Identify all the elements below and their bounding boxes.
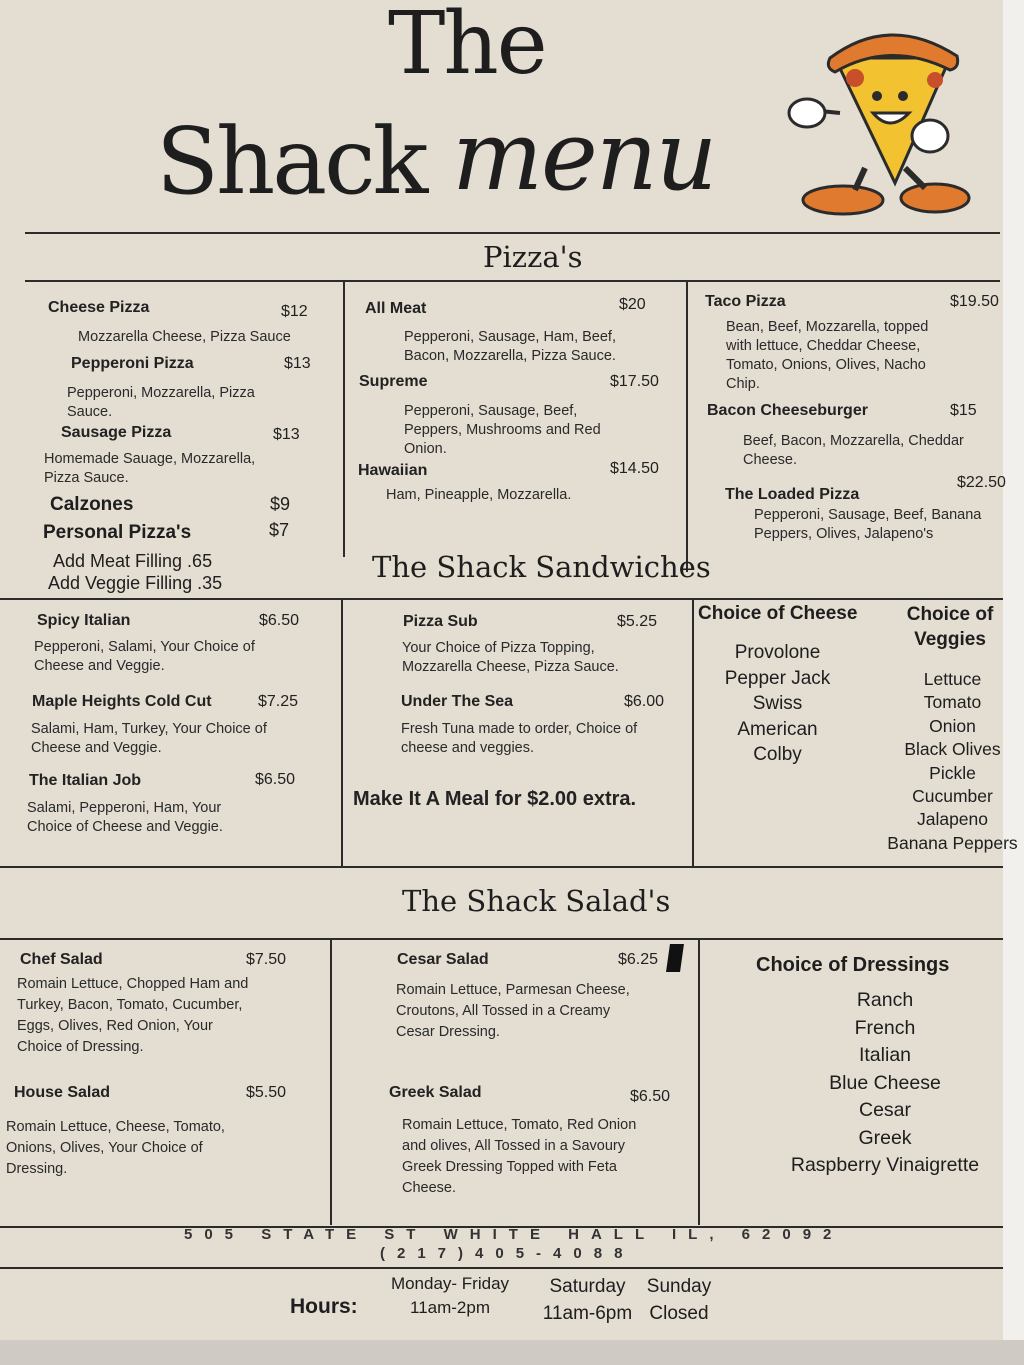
saturday-label: Saturday	[549, 1276, 626, 1297]
pizza-heading: Pizza's	[483, 240, 583, 274]
maple-heights-price: $7.25	[258, 693, 299, 710]
bacon-cheeseburger-price: $15	[950, 402, 977, 419]
cesar-salad-desc: Romain Lettuce, Parmesan Cheese, Croutons, All Tossed in a Creamy Cesar Dressing.	[396, 982, 630, 1040]
pizza-sub-desc: Your Choice of Pizza Topping, Mozzarella Cheese, Pizza Sauce.	[402, 640, 619, 675]
veggie-option: Jalapeno	[916, 809, 989, 830]
personal-pizza-price: $7	[269, 520, 290, 540]
cheese-option: American	[737, 718, 818, 740]
sausage-pizza-name: Sausage Pizza	[61, 424, 172, 441]
divider	[330, 940, 332, 1225]
chef-salad-price: $7.50	[246, 951, 287, 968]
cheese-option: Swiss	[752, 693, 803, 714]
sandwiches-heading: The Shack Sandwiches	[372, 550, 711, 584]
cheese-pizza-price: $12	[281, 303, 308, 320]
dressing-option: Greek	[858, 1126, 912, 1149]
cheese-option: Provolone	[734, 642, 821, 663]
maple-heights-name: Maple Heights Cold Cut	[32, 693, 212, 710]
cheese-list	[700, 640, 855, 768]
supreme-name: Supreme	[359, 373, 428, 390]
under-the-sea-price: $6.00	[624, 693, 665, 710]
dressing-option: Italian	[858, 1044, 912, 1066]
veggie-option: Lettuce	[923, 669, 982, 689]
pizza-mascot-icon	[785, 18, 975, 218]
title-menu: menu	[452, 100, 716, 212]
sausage-pizza-desc: Homemade Sauage, Mozzarella, Pizza Sauce.	[44, 451, 256, 486]
chef-salad-name: Chef Salad	[20, 951, 103, 968]
spicy-italian-desc: Pepperoni, Salami, Your Choice of Cheese and Veggie.	[34, 639, 255, 674]
hawaiian-price: $14.50	[610, 460, 659, 477]
pepperoni-pizza-desc: Pepperoni, Mozzarella, Pizza Sauce.	[67, 385, 255, 420]
choice-of-dressings-heading: Choice of Dressings	[756, 954, 950, 976]
dressing-option: French	[854, 1016, 916, 1039]
calzones-name: Calzones	[50, 494, 134, 515]
under-the-sea-name: Under The Sea	[401, 693, 514, 710]
italian-job-desc: Salami, Pepperoni, Ham, Your Choice of Cheese and Veggie.	[27, 800, 223, 835]
all-meat-name: All Meat	[365, 300, 427, 317]
pepperoni-pizza-name: Pepperoni Pizza	[71, 355, 194, 372]
divider	[0, 598, 1003, 600]
divider	[0, 938, 1003, 940]
hawaiian-name: Hawaiian	[358, 462, 428, 479]
sausage-pizza-price: $13	[273, 426, 300, 443]
all-meat-price: $20	[619, 296, 646, 313]
italian-job-name: The Italian Job	[29, 772, 142, 789]
loaded-pizza-name: The Loaded Pizza	[725, 486, 860, 503]
salads-heading: The Shack Salad's	[402, 884, 671, 918]
loaded-pizza-desc: Pepperoni, Sausage, Beef, Banana Peppers, Olives, Jalapeno's	[754, 507, 982, 542]
dressing-option: Blue Cheese	[829, 1071, 941, 1094]
spicy-italian-price: $6.50	[259, 612, 300, 629]
veggie-option: Tomato	[923, 692, 982, 713]
meal-offer: Make It A Meal for $2.00 extra.	[353, 788, 637, 810]
house-salad-price: $5.50	[246, 1084, 287, 1101]
personal-pizza-name: Personal Pizza's	[43, 522, 192, 543]
dressing-option: Raspberry Vinaigrette	[790, 1154, 980, 1176]
greek-salad-price: $6.50	[630, 1088, 671, 1105]
weekday-label: Monday- Friday	[390, 1274, 510, 1293]
divider	[25, 280, 1000, 282]
cheese-option: Pepper Jack	[724, 667, 831, 689]
divider	[0, 866, 1003, 868]
taco-pizza-price: $19.50	[950, 293, 999, 310]
weekday-hours: 11am-2pm	[410, 1298, 490, 1317]
pepperoni-pizza-price: $13	[284, 355, 311, 372]
sunday-hours: Closed	[649, 1303, 709, 1324]
chef-salad-desc: Romain Lettuce, Chopped Ham and Turkey, Bacon, Tomato, Cucumber, Eggs, Olives, Red Onion, Your Choice of Dressing.	[17, 976, 249, 1055]
title-the: The	[388, 0, 546, 94]
divider	[698, 940, 700, 1225]
greek-salad-name: Greek Salad	[389, 1084, 482, 1101]
cheese-option: Colby	[753, 744, 802, 765]
dressing-option: Ranch	[856, 989, 914, 1011]
veggie-list	[885, 668, 1020, 855]
address: 505 STATE ST WHITE HALL IL, 62092	[184, 1226, 844, 1243]
add-meat-filling: Add Meat Filling .65	[53, 551, 213, 571]
divider	[343, 282, 345, 557]
divider	[686, 282, 688, 572]
hours-label: Hours:	[290, 1295, 358, 1318]
veggie-option: Pickle	[929, 762, 976, 783]
dressing-option: Cesar	[858, 1099, 912, 1121]
title-shack: Shack	[156, 108, 426, 215]
supreme-desc: Pepperoni, Sausage, Beef, Peppers, Mushrooms and Red Onion.	[404, 403, 601, 457]
supreme-price: $17.50	[610, 373, 659, 390]
pizza-sub-price: $5.25	[617, 613, 658, 630]
cheese-pizza-name: Cheese Pizza	[48, 299, 150, 316]
house-salad-name: House Salad	[14, 1084, 111, 1101]
table-surface	[0, 1340, 1024, 1365]
bacon-cheeseburger-name: Bacon Cheeseburger	[707, 402, 868, 419]
saturday-hours: 11am-6pm	[542, 1303, 633, 1324]
cesar-salad-price: $6.25	[618, 951, 659, 968]
all-meat-desc: Pepperoni, Sausage, Ham, Beef, Bacon, Mozzarella, Pizza Sauce.	[404, 329, 616, 364]
house-salad-desc: Romain Lettuce, Cheese, Tomato, Onions, Olives, Your Choice of Dressing.	[6, 1119, 225, 1177]
choice-of-veggies-heading-1: Choice of	[906, 604, 994, 625]
maple-heights-desc: Salami, Ham, Turkey, Your Choice of Cheese and Veggie.	[31, 721, 267, 756]
phone: (217)405-4088	[380, 1245, 635, 1262]
divider	[25, 232, 1000, 234]
veggie-option: Banana Peppers	[887, 832, 1018, 853]
dressing-list	[770, 987, 1000, 1180]
taco-pizza-desc: Bean, Beef, Mozzarella, topped with lettuce, Cheddar Cheese, Tomato, Onions, Olives, Nacho Chip.	[726, 319, 929, 392]
divider	[692, 600, 694, 866]
cheese-pizza-desc: Mozzarella Cheese, Pizza Sauce	[78, 329, 291, 345]
divider	[341, 600, 343, 866]
italian-job-price: $6.50	[255, 771, 296, 788]
cesar-salad-name: Cesar Salad	[397, 951, 489, 968]
taco-pizza-name: Taco Pizza	[705, 293, 786, 310]
divider	[0, 1267, 1003, 1269]
bacon-cheeseburger-desc: Beef, Bacon, Mozzarella, Cheddar Cheese.	[743, 433, 964, 468]
veggie-option: Black Olives	[904, 739, 1001, 760]
veggie-option: Onion	[929, 715, 976, 736]
choice-of-veggies-heading-2: Veggies	[914, 629, 986, 650]
loaded-pizza-price: $22.50	[957, 474, 1006, 491]
greek-salad-desc: Romain Lettuce, Tomato, Red Onion and olives, All Tossed in a Savoury Greek Dressing Topped with Feta Cheese.	[402, 1117, 637, 1196]
calzones-price: $9	[270, 494, 291, 514]
hawaiian-desc: Ham, Pineapple, Mozzarella.	[386, 487, 572, 503]
add-veggie-filling: Add Veggie Filling .35	[48, 573, 223, 593]
veggie-option: Cucumber	[912, 785, 993, 806]
under-the-sea-desc: Fresh Tuna made to order, Choice of cheese and veggies.	[401, 721, 638, 756]
choice-of-cheese-heading: Choice of Cheese	[698, 603, 858, 624]
sunday-label: Sunday	[646, 1276, 712, 1297]
pizza-sub-name: Pizza Sub	[403, 613, 478, 630]
spicy-italian-name: Spicy Italian	[37, 612, 131, 629]
